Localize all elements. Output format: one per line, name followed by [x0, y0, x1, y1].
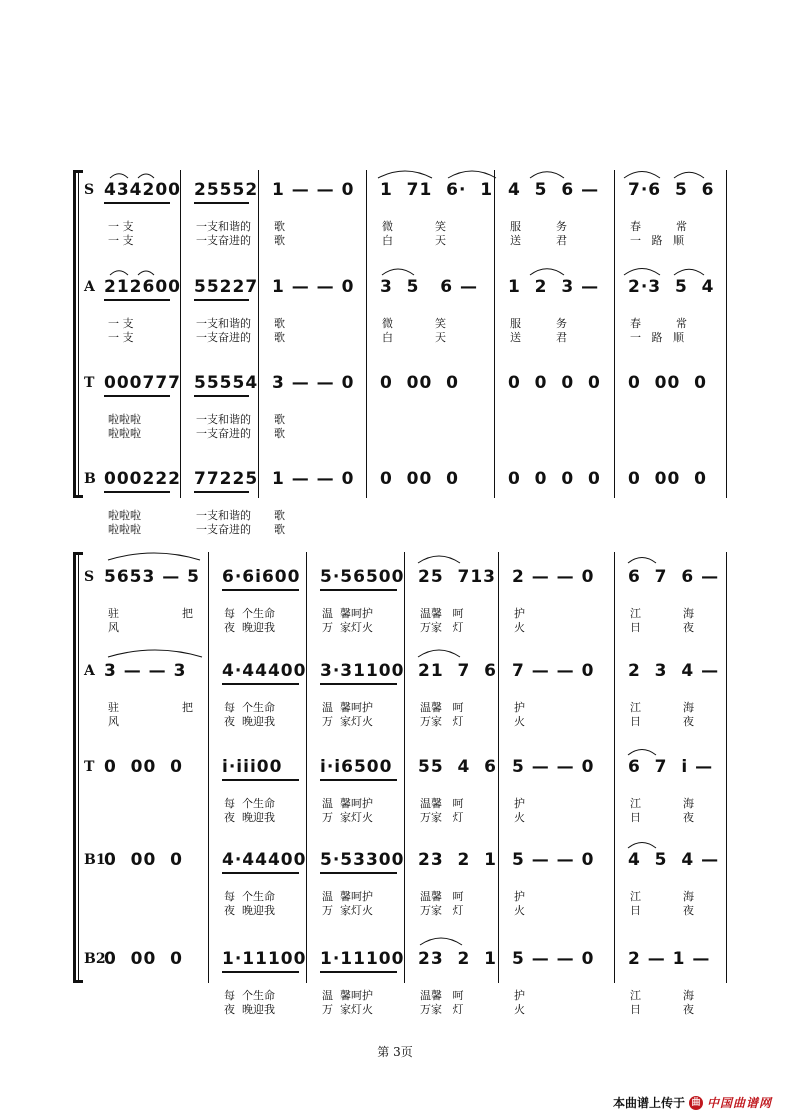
measure-notes: 1 — — 0 — [272, 277, 355, 297]
slur-arc — [138, 271, 154, 275]
lyric-verse-1: 每 个生命 — [224, 797, 275, 810]
lyric-verse-2: 白 天 — [382, 331, 446, 344]
slur-arc — [530, 269, 564, 275]
lyric-verse-2: 一支奋进的 — [196, 331, 251, 344]
measure-notes: 2 — — 0 — [512, 567, 595, 587]
lyric-verse-2: 火 — [514, 621, 525, 634]
lyric-verse-2: 送 君 — [510, 331, 567, 344]
lyric-verse-2: 夜 晚迎我 — [224, 715, 275, 728]
measure-notes: 1·11100 — [320, 949, 405, 969]
slur-arc — [418, 556, 460, 563]
lyric-verse-2: 万 家灯火 — [322, 811, 373, 824]
measure-notes: 0 0 0 0 — [508, 373, 601, 393]
slur-arc — [624, 172, 660, 179]
slur-arc — [628, 750, 656, 756]
slur-arc — [674, 172, 704, 178]
measure-notes: 25 713 — [418, 567, 496, 587]
lyric-verse-2: 万家 灯 — [420, 904, 464, 917]
lyric-verse-1: 一支和谐的 — [196, 220, 251, 233]
lyric-verse-2: 日 夜 — [630, 904, 694, 917]
lyric-verse-1: 江 海 — [630, 989, 694, 1002]
measure-notes: 1 — — 0 — [272, 180, 355, 200]
measure-notes: 1 71 6· 1 — [380, 180, 494, 200]
measure-notes: 000222 — [104, 469, 181, 489]
measure-notes: 212600 — [104, 277, 181, 297]
lyric-verse-2: 啦啦啦 — [108, 427, 141, 440]
slur-arc — [418, 650, 460, 657]
lyric-verse-2: 万家 灯 — [420, 1003, 464, 1016]
measure-notes: i·i6500 — [320, 757, 393, 777]
measure-notes: 0 0 0 0 — [508, 469, 601, 489]
lyric-verse-1: 温馨 呵 — [420, 797, 464, 810]
part-label: S — [84, 182, 95, 198]
lyric-verse-2: 火 — [514, 904, 525, 917]
site-name[interactable]: 中国曲谱网 — [706, 1096, 772, 1110]
lyric-verse-2: 万家 灯 — [420, 811, 464, 824]
measure-notes: 1·11100 — [222, 949, 307, 969]
measure-notes: 6 7 i — — [628, 757, 714, 777]
lyric-verse-2: 日 夜 — [630, 715, 694, 728]
lyric-verse-1: 温馨 呵 — [420, 607, 464, 620]
measure-notes: 7·6 5 6 — [628, 180, 715, 200]
lyric-verse-1: 护 — [514, 607, 525, 620]
measure-notes: 4 5 6 — — [508, 180, 600, 200]
lyric-verse-2: 一支奋进的 — [196, 427, 251, 440]
lyric-verse-2: 夜 晚迎我 — [224, 811, 275, 824]
upload-text: 本曲谱上传于 — [612, 1096, 685, 1110]
lyric-verse-2: 风 — [108, 621, 119, 634]
measure-notes: 2 — 1 — — [628, 949, 711, 969]
lyric-verse-2: 一 支 — [108, 234, 134, 247]
measure-notes: 1 — — 0 — [272, 469, 355, 489]
lyric-verse-2: 火 — [514, 715, 525, 728]
lyric-verse-1: 温馨 呵 — [420, 890, 464, 903]
part-label: A — [84, 663, 95, 679]
slur-arc — [110, 174, 128, 178]
measure-notes: 0 00 0 — [380, 469, 459, 489]
lyric-verse-2: 火 — [514, 1003, 525, 1016]
lyric-verse-1: 微 笑 — [382, 317, 446, 330]
lyric-verse-1: 一支和谐的 — [196, 317, 251, 330]
lyric-verse-2: 夜 晚迎我 — [224, 1003, 275, 1016]
lyric-verse-1: 微 笑 — [382, 220, 446, 233]
lyric-verse-2: 风 — [108, 715, 119, 728]
part-label: T — [84, 759, 95, 775]
measure-notes: 55 4 6 — [418, 757, 497, 777]
measure-notes: 4·44400 — [222, 661, 307, 681]
slur-arc — [378, 171, 432, 178]
page-number: 第 3页 — [377, 1045, 413, 1059]
lyric-verse-1: 温馨 呵 — [420, 989, 464, 1002]
lyric-verse-1: 每 个生命 — [224, 890, 275, 903]
lyric-verse-1: 温 馨呵护 — [322, 607, 373, 620]
lyric-verse-1: 江 海 — [630, 607, 694, 620]
measure-notes: 21 7 6 — [418, 661, 497, 681]
lyric-verse-1: 一 支 — [108, 220, 134, 233]
slur-arc — [628, 843, 656, 849]
measure-notes: 1 2 3 — — [508, 277, 600, 297]
lyric-verse-1: 歌 — [274, 413, 285, 426]
lyric-verse-1: 驻 把 — [108, 701, 193, 714]
lyric-verse-1: 歌 — [274, 220, 285, 233]
slur-arc — [420, 938, 462, 945]
lyric-verse-2: 夜 晚迎我 — [224, 904, 275, 917]
measure-notes: 2·3 5 4 — [628, 277, 715, 297]
measure-notes: 0 00 0 — [104, 949, 183, 969]
lyric-verse-1: 春 常 — [630, 220, 687, 233]
slur-arc — [448, 171, 496, 178]
lyric-verse-2: 一支奋进的 — [196, 234, 251, 247]
measure-notes: 23 2 1 — [418, 949, 497, 969]
lyric-verse-1: 温 馨呵护 — [322, 797, 373, 810]
lyric-verse-1: 每 个生命 — [224, 701, 275, 714]
lyric-verse-1: 江 海 — [630, 890, 694, 903]
measure-notes: 2 3 4 — — [628, 661, 720, 681]
measure-notes: 6 7 6 — — [628, 567, 720, 587]
lyric-verse-2: 万家 灯 — [420, 621, 464, 634]
lyric-verse-2: 歌 — [274, 234, 285, 247]
lyric-verse-1: 护 — [514, 797, 525, 810]
lyric-verse-2: 白 天 — [382, 234, 446, 247]
measure-notes: 000777 — [104, 373, 181, 393]
slur-arc — [624, 269, 660, 276]
lyric-verse-2: 万 家灯火 — [322, 621, 373, 634]
measure-notes: 23 2 1 — [418, 850, 497, 870]
lyric-verse-2: 一 路 顺 — [630, 331, 684, 344]
measure-notes: 4 5 4 — — [628, 850, 720, 870]
measure-notes: 3 — — 3 — [104, 661, 187, 681]
slur-arc — [108, 650, 202, 657]
part-label: B — [84, 471, 96, 487]
measure-notes: 0 00 0 — [380, 373, 459, 393]
lyric-verse-2: 日 夜 — [630, 621, 694, 634]
part-label: T — [84, 375, 95, 391]
measure-notes: i·iii00 — [222, 757, 283, 777]
lyric-verse-1: 每 个生命 — [224, 989, 275, 1002]
lyric-verse-2: 送 君 — [510, 234, 567, 247]
measure-notes: 3 — — 0 — [272, 373, 355, 393]
measure-notes: 5·53300 — [320, 850, 405, 870]
measure-notes: 25552 — [194, 180, 259, 200]
slur-arc — [110, 271, 128, 275]
lyric-verse-2: 万家 灯 — [420, 715, 464, 728]
measure-notes: 4·44400 — [222, 850, 307, 870]
slur-arc — [382, 269, 414, 275]
slur-arc — [628, 558, 656, 564]
lyric-verse-1: 护 — [514, 701, 525, 714]
lyric-verse-2: 万 家灯火 — [322, 1003, 373, 1016]
part-label: S — [84, 569, 95, 585]
lyric-verse-2: 歌 — [274, 331, 285, 344]
measure-notes: 0 00 0 — [104, 850, 183, 870]
lyric-verse-2: 歌 — [274, 523, 285, 536]
site-logo-icon: 曲 — [689, 1096, 703, 1110]
lyric-verse-2: 万 家灯火 — [322, 904, 373, 917]
lyric-verse-1: 春 常 — [630, 317, 687, 330]
lyric-verse-1: 温 馨呵护 — [322, 701, 373, 714]
lyric-verse-1: 护 — [514, 989, 525, 1002]
lyric-verse-1: 服 务 — [510, 220, 567, 233]
footer-credit — [613, 1094, 772, 1111]
slur-arc — [108, 553, 200, 560]
lyric-verse-1: 一支和谐的 — [196, 509, 251, 522]
lyric-verse-1: 江 海 — [630, 701, 694, 714]
lyric-verse-1: 江 海 — [630, 797, 694, 810]
measure-notes: 434200 — [104, 180, 181, 200]
lyric-verse-1: 温 馨呵护 — [322, 890, 373, 903]
measure-notes: 3 5 6 — — [380, 277, 478, 297]
lyric-verse-2: 一 支 — [108, 331, 134, 344]
measure-notes: 0 00 0 — [104, 757, 183, 777]
measure-notes: 5653 — 5 — [104, 567, 200, 587]
lyric-verse-1: 每 个生命 — [224, 607, 275, 620]
slur-arc — [138, 174, 154, 178]
lyric-verse-1: 温 馨呵护 — [322, 989, 373, 1002]
measure-notes: 5 — — 0 — [512, 850, 595, 870]
part-label: B2 — [84, 951, 106, 967]
measure-notes: 5 — — 0 — [512, 757, 595, 777]
lyric-verse-2: 歌 — [274, 427, 285, 440]
measure-notes: 0 00 0 — [628, 373, 707, 393]
part-label: B1 — [84, 852, 106, 868]
part-label: A — [84, 279, 95, 295]
measure-notes: 3·31100 — [320, 661, 405, 681]
lyric-verse-1: 歌 — [274, 317, 285, 330]
lyric-verse-1: 歌 — [274, 509, 285, 522]
slur-arc — [530, 172, 564, 178]
lyric-verse-1: 驻 把 — [108, 607, 193, 620]
measure-notes: 55554 — [194, 373, 259, 393]
lyric-verse-2: 日 夜 — [630, 811, 694, 824]
lyric-verse-2: 一 路 顺 — [630, 234, 684, 247]
lyric-verse-1: 一支和谐的 — [196, 413, 251, 426]
lyric-verse-1: 一 支 — [108, 317, 134, 330]
measure-notes: 5·56500 — [320, 567, 405, 587]
lyric-verse-2: 万 家灯火 — [322, 715, 373, 728]
lyric-verse-1: 温馨 呵 — [420, 701, 464, 714]
lyric-verse-1: 啦啦啦 — [108, 413, 141, 426]
lyric-verse-2: 夜 晚迎我 — [224, 621, 275, 634]
lyric-verse-2: 啦啦啦 — [108, 523, 141, 536]
lyric-verse-1: 啦啦啦 — [108, 509, 141, 522]
lyric-verse-1: 服 务 — [510, 317, 567, 330]
measure-notes: 7 — — 0 — [512, 661, 595, 681]
slur-arc — [674, 269, 704, 275]
measure-notes: 77225 — [194, 469, 259, 489]
measure-notes: 6·6i600 — [222, 567, 301, 587]
lyric-verse-1: 护 — [514, 890, 525, 903]
lyric-verse-2: 日 夜 — [630, 1003, 694, 1016]
measure-notes: 0 00 0 — [628, 469, 707, 489]
lyric-verse-2: 一支奋进的 — [196, 523, 251, 536]
measure-notes: 55227 — [194, 277, 259, 297]
measure-notes: 5 — — 0 — [512, 949, 595, 969]
lyric-verse-2: 火 — [514, 811, 525, 824]
